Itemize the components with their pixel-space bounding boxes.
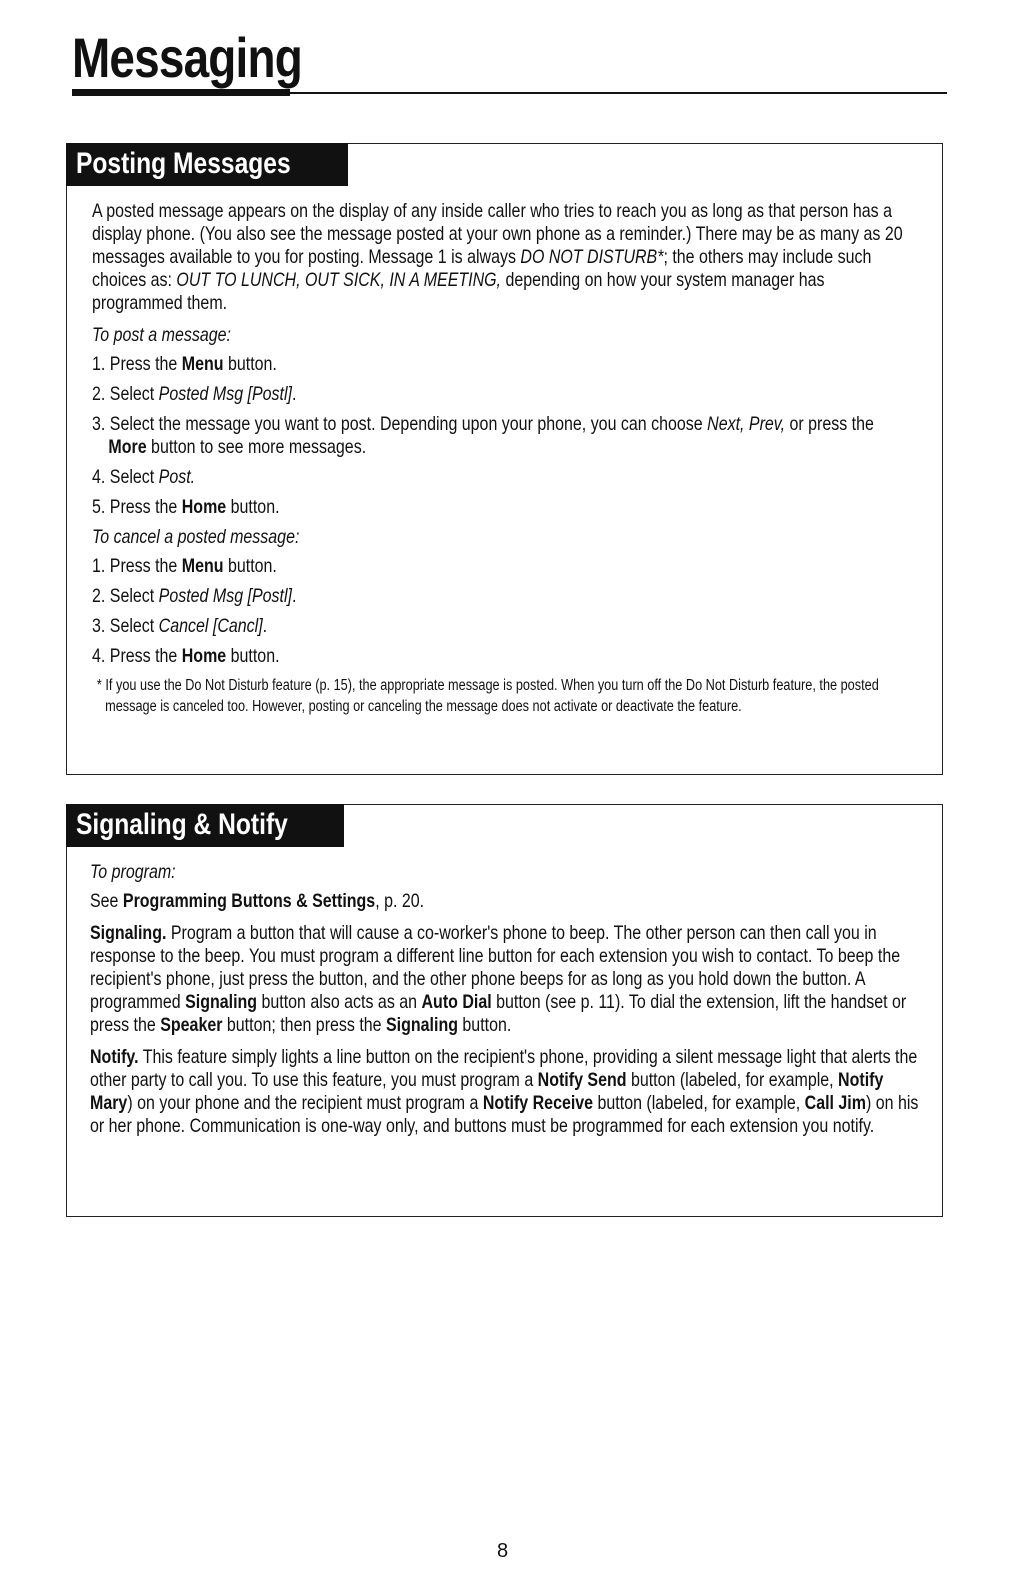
post-message-heading: To post a message:	[92, 324, 231, 346]
cancel-message-heading: To cancel a posted message:	[92, 526, 300, 548]
signaling-notify-section	[66, 804, 943, 1217]
posting-messages-tab	[66, 143, 348, 186]
posting-messages-section	[66, 143, 943, 775]
signaling-paragraph: Signaling. Program a button that will cause a co-worker's phone to beep. The other person can then call you in response to the beep. You must program a different line button for each extension you wish to contact. To beep the recipient's phone, just press the button, and the other phone beeps for as long as you hold down the button. A programmed Signaling button also acts as an Auto Dial button (see p. 11). To dial the extension, lift the handset or press the Speaker button; then press the Signaling button.	[90, 922, 907, 1036]
signaling-notify-tab	[66, 804, 344, 847]
cancel-step-1: 1. Press the Menu button.	[92, 555, 277, 577]
post-step-3: 3. Select the message you want to post. Depending upon your phone, you can choose Next, Prev, or press the More button to see more messages.	[92, 413, 874, 458]
signaling-notify-tab-label: Signaling & Notify	[76, 808, 288, 841]
page-number: 8	[497, 1540, 509, 1562]
dnd-footnote: * If you use the Do Not Disturb feature (p. 15), the appropriate message is posted. When you turn off the Do Not Disturb feature, the posted message is canceled too. However, posting or canceling the message does not activate or deactivate the feature.	[96, 677, 879, 715]
notify-paragraph: Notify. This feature simply lights a line button on the recipient's phone, providing a silent message light that alerts the other party to call you. To use this feature, you must program a Notify Send button (labeled, for example, Notify Mary) on your phone and the recipient must program a Notify Receive button (labeled, for example, Call Jim) on his or her phone. Communication is one-way only, and buttons must be programmed for each extension you notify.	[90, 1046, 919, 1137]
post-step-1: 1. Press the Menu button.	[92, 353, 277, 375]
posting-messages-tab-label: Posting Messages	[76, 147, 291, 180]
title-underline	[72, 92, 947, 94]
program-heading: To program:	[90, 861, 176, 883]
see-reference: See Programming Buttons & Settings, p. 20.	[90, 890, 425, 912]
page-title: Messaging	[72, 26, 302, 89]
cancel-step-3: 3. Select Cancel [Cancl].	[92, 615, 268, 637]
cancel-step-2: 2. Select Posted Msg [Postl].	[92, 585, 297, 607]
post-step-4: 4. Select Post.	[92, 466, 196, 488]
posting-intro: A posted message appears on the display of any inside caller who tries to reach you as long as that person has a display phone. (You also see the message posted at your own phone as a reminder.) There may be as many as 20 messages available to you for posting. Message 1 is always DO NOT DISTURB*; the others may include such choices as: OUT TO LUNCH, OUT SICK, IN A MEETING, depending on how your system manager has programmed them.	[92, 200, 903, 314]
post-step-5: 5. Press the Home button.	[92, 496, 280, 518]
cancel-step-4: 4. Press the Home button.	[92, 645, 280, 667]
post-step-2: 2. Select Posted Msg [Postl].	[92, 383, 297, 405]
